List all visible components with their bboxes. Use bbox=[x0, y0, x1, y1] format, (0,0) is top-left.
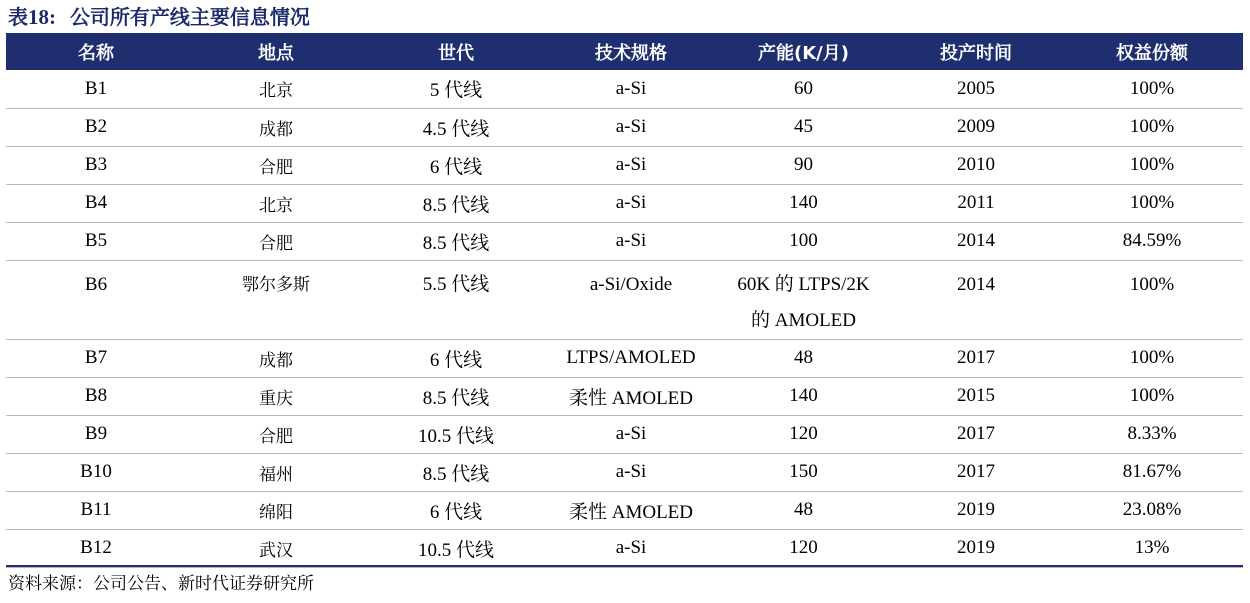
table-row bbox=[6, 146, 1243, 184]
capacity-cell: 120 bbox=[789, 423, 818, 444]
capacity-cell: 140 bbox=[789, 192, 818, 213]
source-note: 资料来源：公司公告、新时代证券研究所 bbox=[8, 574, 314, 594]
technology-cell: LTPS/AMOLED bbox=[566, 347, 696, 368]
technology-cell: a-Si bbox=[615, 230, 647, 251]
start-year-cell: 2019 bbox=[957, 499, 995, 520]
technology-cell: a-Si bbox=[615, 154, 647, 175]
table-bottom-rule bbox=[6, 565, 1243, 567]
equity-share-cell: 100% bbox=[1129, 347, 1175, 368]
start-year-cell: 2017 bbox=[957, 461, 995, 482]
name-cell: B6 bbox=[84, 273, 108, 295]
table-row bbox=[6, 70, 1243, 108]
table-row bbox=[6, 415, 1243, 453]
location-cell: 绵阳 bbox=[259, 502, 293, 523]
name-cell: B8 bbox=[84, 385, 108, 406]
capacity-cell: 120 bbox=[789, 537, 818, 558]
technology-cell: a-Si bbox=[615, 423, 647, 444]
start-year-cell: 2017 bbox=[957, 423, 995, 444]
name-cell: B1 bbox=[84, 77, 108, 99]
start-year-cell: 2017 bbox=[957, 347, 995, 368]
technology-cell: 柔性 AMOLED bbox=[568, 387, 694, 409]
generation-cell: 10.5 代线 bbox=[417, 539, 494, 561]
capacity-cell: 140 bbox=[789, 385, 818, 406]
technology-cell: a-Si/Oxide bbox=[589, 273, 673, 295]
name-cell: B12 bbox=[80, 537, 112, 558]
start-year-cell: 2019 bbox=[957, 537, 995, 558]
name-cell: B11 bbox=[80, 499, 112, 520]
table-body bbox=[6, 70, 1243, 567]
generation-cell: 8.5 代线 bbox=[422, 387, 490, 409]
generation-cell: 6 代线 bbox=[429, 501, 483, 523]
name-cell: B2 bbox=[84, 116, 108, 137]
location-cell: 合肥 bbox=[259, 233, 293, 254]
capacity-cell: 48 bbox=[794, 499, 813, 520]
equity-share-cell: 84.59% bbox=[1122, 230, 1182, 251]
table-caption bbox=[8, 2, 310, 32]
technology-cell: a-Si bbox=[615, 192, 647, 213]
header-location: 地点 bbox=[258, 42, 294, 64]
location-cell: 北京 bbox=[259, 81, 293, 102]
location-cell: 成都 bbox=[259, 119, 293, 140]
table-header-row bbox=[6, 33, 1243, 70]
equity-share-cell: 8.33% bbox=[1127, 423, 1177, 444]
capacity-cell: 90 bbox=[794, 154, 813, 175]
location-cell: 鄂尔多斯 bbox=[242, 274, 310, 295]
generation-cell: 8.5 代线 bbox=[422, 463, 490, 485]
table-row bbox=[6, 453, 1243, 491]
name-cell: B3 bbox=[84, 154, 108, 175]
caption-text: 公司所有产线主要信息情况 bbox=[69, 5, 310, 29]
location-cell: 合肥 bbox=[259, 426, 293, 447]
capacity-cell: 150 bbox=[789, 461, 818, 482]
capacity-cell: 100 bbox=[789, 230, 818, 251]
location-cell: 北京 bbox=[259, 195, 293, 216]
name-cell: B10 bbox=[80, 461, 112, 482]
location-cell: 福州 bbox=[259, 464, 293, 485]
capacity-cell: 48 bbox=[794, 347, 813, 368]
production-lines-table bbox=[6, 33, 1243, 568]
equity-share-cell: 100% bbox=[1129, 116, 1175, 137]
table-row bbox=[6, 108, 1243, 146]
caption-number: 18: bbox=[28, 5, 56, 29]
name-cell: B9 bbox=[84, 423, 108, 444]
equity-share-cell: 100% bbox=[1129, 192, 1175, 213]
table-row bbox=[6, 377, 1243, 415]
table-row bbox=[6, 339, 1243, 377]
technology-cell: a-Si bbox=[615, 461, 647, 482]
start-year-cell: 2010 bbox=[957, 154, 995, 175]
location-cell: 成都 bbox=[259, 350, 293, 371]
table-row bbox=[6, 260, 1243, 339]
equity-share-cell: 81.67% bbox=[1122, 461, 1182, 482]
table-row bbox=[6, 184, 1243, 222]
location-cell: 重庆 bbox=[259, 388, 293, 409]
header-capacity: 产能(K/月) bbox=[758, 42, 849, 64]
technology-cell: 柔性 AMOLED bbox=[568, 501, 694, 523]
technology-cell: a-Si bbox=[615, 77, 647, 99]
caption-prefix: 表 bbox=[8, 5, 28, 29]
name-cell: B5 bbox=[84, 230, 108, 251]
equity-share-cell: 100% bbox=[1129, 273, 1175, 295]
generation-cell: 5.5 代线 bbox=[422, 273, 490, 295]
header-start-year: 投产时间 bbox=[940, 42, 1012, 64]
header-technology: 技术规格 bbox=[595, 42, 667, 64]
table-row bbox=[6, 491, 1243, 529]
capacity-cell: 60K 的 LTPS/2K 的 AMOLED bbox=[737, 273, 870, 331]
equity-share-cell: 100% bbox=[1129, 77, 1175, 99]
start-year-cell: 2011 bbox=[957, 192, 995, 213]
equity-share-cell: 13% bbox=[1134, 537, 1170, 558]
start-year-cell: 2009 bbox=[957, 116, 995, 137]
generation-cell: 8.5 代线 bbox=[422, 194, 490, 216]
name-cell: B7 bbox=[84, 347, 108, 368]
technology-cell: a-Si bbox=[615, 537, 647, 558]
technology-cell: a-Si bbox=[615, 116, 647, 137]
capacity-cell: 60 bbox=[794, 77, 813, 99]
start-year-cell: 2014 bbox=[957, 230, 995, 251]
capacity-cell: 45 bbox=[794, 116, 813, 137]
equity-share-cell: 23.08% bbox=[1122, 499, 1182, 520]
generation-cell: 6 代线 bbox=[429, 349, 483, 371]
table-row bbox=[6, 222, 1243, 260]
start-year-cell: 2014 bbox=[957, 273, 995, 295]
generation-cell: 10.5 代线 bbox=[417, 425, 494, 447]
header-name: 名称 bbox=[78, 42, 114, 64]
equity-share-cell: 100% bbox=[1129, 385, 1175, 406]
generation-cell: 5 代线 bbox=[429, 80, 483, 102]
location-cell: 武汉 bbox=[259, 540, 293, 561]
generation-cell: 4.5 代线 bbox=[422, 118, 490, 140]
table-row bbox=[6, 529, 1243, 567]
generation-cell: 6 代线 bbox=[429, 156, 483, 178]
location-cell: 合肥 bbox=[259, 157, 293, 178]
generation-cell: 8.5 代线 bbox=[422, 232, 490, 254]
start-year-cell: 2015 bbox=[957, 385, 995, 406]
header-generation: 世代 bbox=[438, 42, 474, 64]
start-year-cell: 2005 bbox=[957, 77, 995, 99]
equity-share-cell: 100% bbox=[1129, 154, 1175, 175]
name-cell: B4 bbox=[84, 192, 108, 213]
header-equity-share: 权益份额 bbox=[1116, 42, 1188, 64]
